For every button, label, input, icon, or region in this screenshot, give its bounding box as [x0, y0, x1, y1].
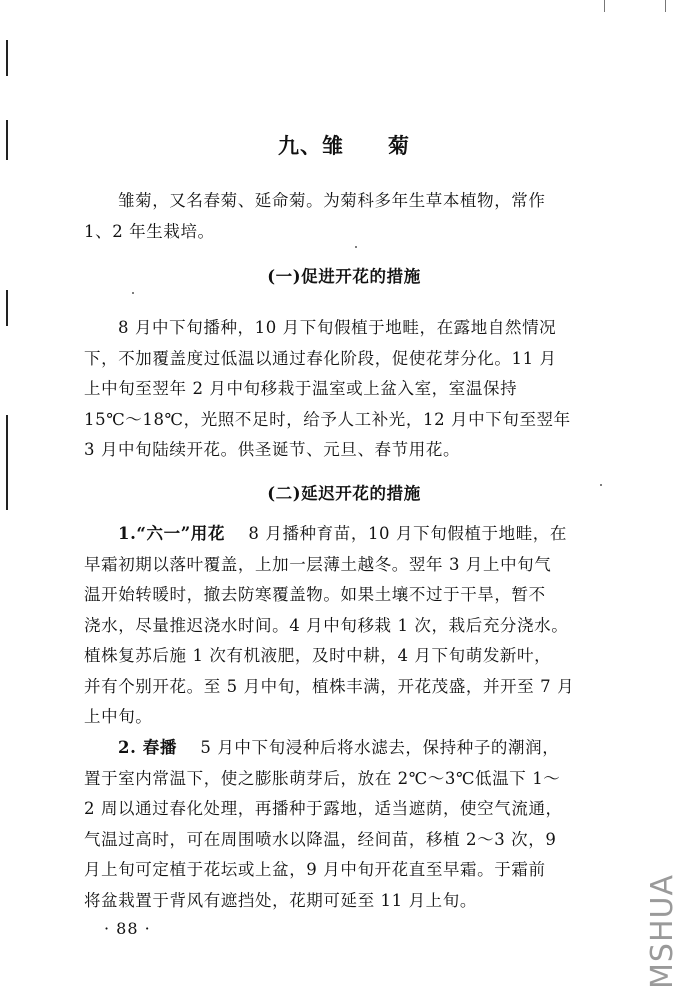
- text-line: 气温过高时，可在周围喷水以降温，经间苗，移植 2～3 次，9: [84, 829, 557, 849]
- text-line: 上中旬至翌年 2 月中旬移栽于温室或上盆入室，室温保持: [84, 379, 518, 398]
- item-label: 1.“六一”用花: [118, 524, 226, 543]
- text-fragment: 8 月播种育苗，10 月下旬假植于地畦，在: [248, 524, 567, 543]
- text-line: 置于室内常温下，使之膨胀萌芽后，放在 2℃～3℃低温下 1～: [84, 768, 561, 788]
- chapter-title-char-2: 菊: [388, 133, 410, 158]
- text-line: 将盆栽置于背风有遮挡处，花期可延至 11 月上旬。: [84, 890, 477, 910]
- text-line: 2 周以通过春化处理，再播种于露地，适当遮荫，使空气流通，: [84, 799, 563, 818]
- scan-corner-mark: [665, 0, 666, 12]
- intro-paragraph: [84, 186, 620, 247]
- text-line: 15℃～18℃，光照不足时，给予人工补光，12 月中下旬至翌年: [84, 409, 571, 429]
- text-line: [84, 733, 620, 764]
- scan-edge-line: [6, 290, 8, 326]
- text-line: 上中旬。: [84, 707, 153, 726]
- text-line: 并有个别开花。至 5 月中旬，植株丰满，开花茂盛，并开至 7 月: [84, 676, 575, 696]
- section-heading-promote-flowering: (一)促进开花的措施: [267, 267, 421, 286]
- chapter-title-char-1: 雏: [322, 133, 344, 158]
- section-promote-flowering-paragraph: [84, 313, 620, 466]
- text-line: 8 月中下旬播种，10 月下旬假植于地畦，在露地自然情况: [118, 318, 557, 337]
- text-fragment: 5 月中下旬浸种后将水滤去，保持种子的潮润，: [200, 738, 560, 757]
- text-line: 3 月中旬陆续开花。供圣诞节、元旦、春节用花。: [84, 440, 461, 459]
- text-line: 早霜初期以落叶覆盖，上加一层薄土越冬。翌年 3 月上中旬气: [84, 554, 552, 574]
- text-line: 月上旬可定植于花坛或上盆，9 月中旬开花直至早霜。于霜前: [84, 860, 546, 879]
- item-label: 2. 春播: [118, 738, 177, 757]
- chapter-title: [0, 130, 688, 160]
- text-line: 下，不加覆盖度过低温以通过春化阶段，促使花芽分化。11 月: [84, 348, 557, 368]
- scan-speck: [132, 292, 134, 294]
- scan-corner-mark: [604, 0, 605, 12]
- text-line: 植株复苏后施 1 次有机液肥，及时中耕，4 月下旬萌发新叶，: [84, 646, 552, 665]
- watermark: MSHUA: [645, 874, 680, 989]
- text-line: 1、2 年生栽培。: [84, 221, 215, 241]
- scan-edge-line: [6, 40, 8, 76]
- text-line: 温开始转暖时，撤去防寒覆盖物。如果土壤不过于干旱，暂不: [84, 585, 546, 604]
- page-number: · 88 ·: [104, 919, 151, 938]
- text-line: 雏菊，又名春菊、延命菊。为菊科多年生草本植物，常作: [118, 191, 546, 210]
- item-childrens-day-paragraph: [84, 519, 620, 733]
- text-line: [84, 519, 620, 550]
- item-spring-sowing-paragraph: [84, 733, 620, 916]
- chapter-number: 九、: [278, 133, 322, 158]
- text-line: 浇水，尽量推迟浇水时间。4 月中旬移栽 1 次，栽后充分浇水。: [84, 615, 569, 635]
- section-heading-delay-flowering: (二)延迟开花的措施: [267, 484, 421, 503]
